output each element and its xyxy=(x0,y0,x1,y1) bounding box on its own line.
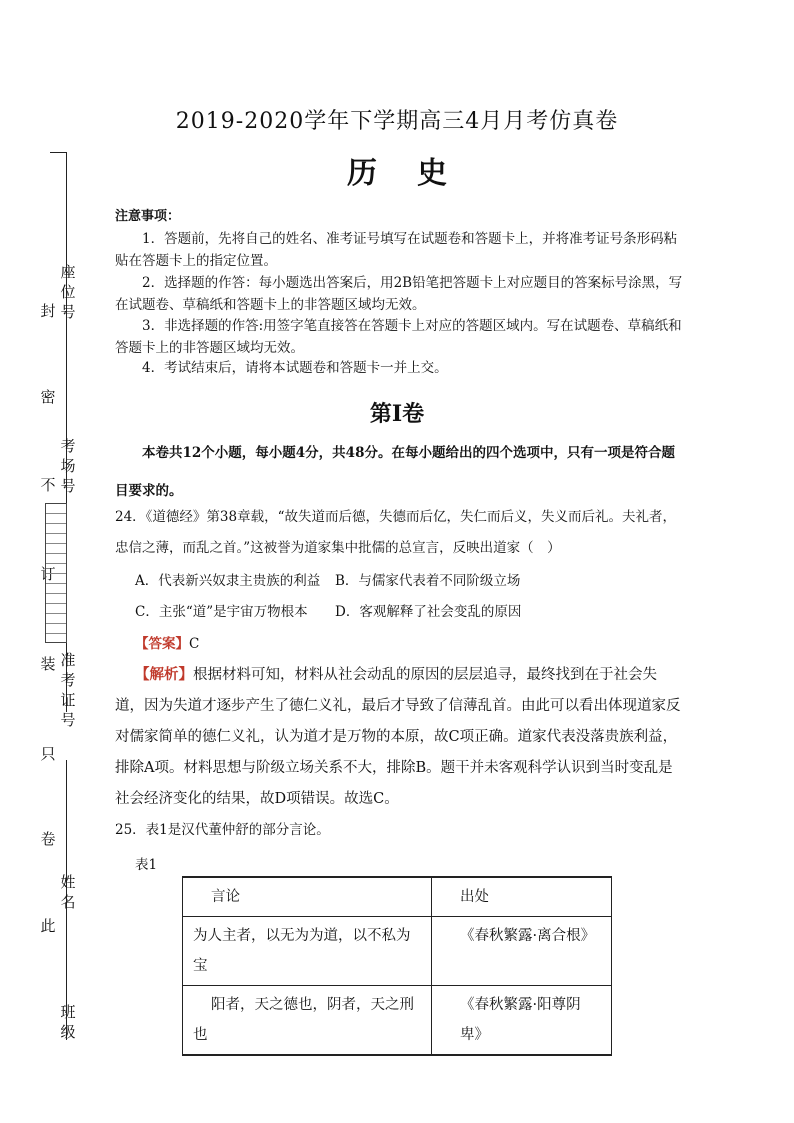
question-25-stem: 25．表1是汉代董仲舒的部分言论。 xyxy=(115,822,330,838)
seal-char: 装 xyxy=(40,655,56,673)
subject-title: 历史 xyxy=(347,156,487,191)
table-row xyxy=(183,986,612,1056)
answer-value: C xyxy=(189,636,200,652)
table-cell: 为人主者，以无为为道，以不私为宝 xyxy=(183,917,432,986)
option-b: B．与儒家代表着不同阶级立场 xyxy=(335,573,521,589)
table-cell: 《春秋繁露·阳尊阴卑》 xyxy=(432,986,612,1056)
class-label: 班级 xyxy=(60,1003,76,1041)
notice-item: 4．考试结束后，请将本试题卷和答题卡一并上交。 xyxy=(142,360,448,376)
analysis-paragraph xyxy=(115,659,685,815)
question-24-stem: 24．《道德经》第38章载，“故失道而后德，失德而后亿，失仁而后义，失义而后礼。夫礼者，忠信之薄，而乱之首。”这被誉为道家集中批儒的总宣言，反映出道家（ ） xyxy=(115,509,677,556)
table-header-row xyxy=(183,877,612,917)
admission-number-label: 准考证号 xyxy=(60,651,76,729)
quote-table xyxy=(182,876,612,1056)
answer-line xyxy=(135,632,199,652)
seal-char: 只 xyxy=(40,745,56,763)
option-c: C．主张“道”是宇宙万物根本 xyxy=(135,604,308,620)
notice-item: 1．答题前，先将自己的姓名、准考证号填写在试题卷和答题卡上，并将准考证号条形码粘贴在答题卡上的指定位置。 xyxy=(115,231,678,269)
notice-item: 3．非选择题的作答:用签字笔直接答在答题卡上对应的答题区域内。写在试题卷、草稿纸和答题卡上的非答题区域均无效。 xyxy=(115,318,682,356)
table-row xyxy=(183,917,612,986)
seal-char: 订 xyxy=(40,565,56,583)
exam-title: 2019-2020学年下学期高三4月月考仿真卷 xyxy=(175,109,619,134)
notice-item: 2．选择题的作答：每小题选出答案后，用2B铅笔把答题卡上对应题目的答案标号涂黑，写在试题卷、草稿纸和答题卡上的非答题区域均无效。 xyxy=(115,275,683,313)
section-intro: 本卷共12个小题，每小题4分，共48分。在每小题给出的四个选项中，只有一项是符合题目要求的。 xyxy=(115,445,675,499)
section-title: 第Ⅰ卷 xyxy=(369,401,425,427)
analysis-text: 根据材料可知，材料从社会动乱的原因的层层追寻，最终找到在于社会失道，因为失道才逐步产生了德仁义礼，最后才导致了信薄乱首。由此可以看出体现道家反对儒家简单的德仁义礼，认为道才是万物的本原，故C项正确。道家代表没落贵族利益，排除A项。材料思想与阶级立场关系不大，排除B。题干并未客观科学认识到当时变乱是社会经济变化的结果，故D项错误。故选C。 xyxy=(115,667,681,807)
admission-number-grid[interactable] xyxy=(45,503,67,643)
table-cell: 阳者，天之德也，阴者，天之刑也 xyxy=(183,986,432,1056)
option-a: A．代表新兴奴隶主贵族的利益 xyxy=(135,573,321,589)
notice-heading: 注意事项： xyxy=(115,209,181,224)
table-cell: 《春秋繁露·离合根》 xyxy=(432,917,612,986)
table-header-cell: 言论 xyxy=(183,877,432,917)
seal-char: 密 xyxy=(40,388,56,406)
table-caption: 表1 xyxy=(135,857,158,873)
seal-char: 此 xyxy=(40,917,56,935)
seal-char: 封 xyxy=(40,302,56,320)
analysis-tag: 【解析】 xyxy=(135,666,193,683)
seat-number-label: 座位号 xyxy=(60,263,76,321)
exam-room-label: 考场号 xyxy=(60,437,76,495)
name-label: 姓名 xyxy=(60,873,76,911)
seal-char: 不 xyxy=(40,476,56,494)
seal-char: 卷 xyxy=(40,830,56,848)
table-header-cell: 出处 xyxy=(432,877,612,917)
answer-tag: 【答案】 xyxy=(135,636,189,652)
option-d: D．客观解释了社会变乱的原因 xyxy=(335,604,522,620)
